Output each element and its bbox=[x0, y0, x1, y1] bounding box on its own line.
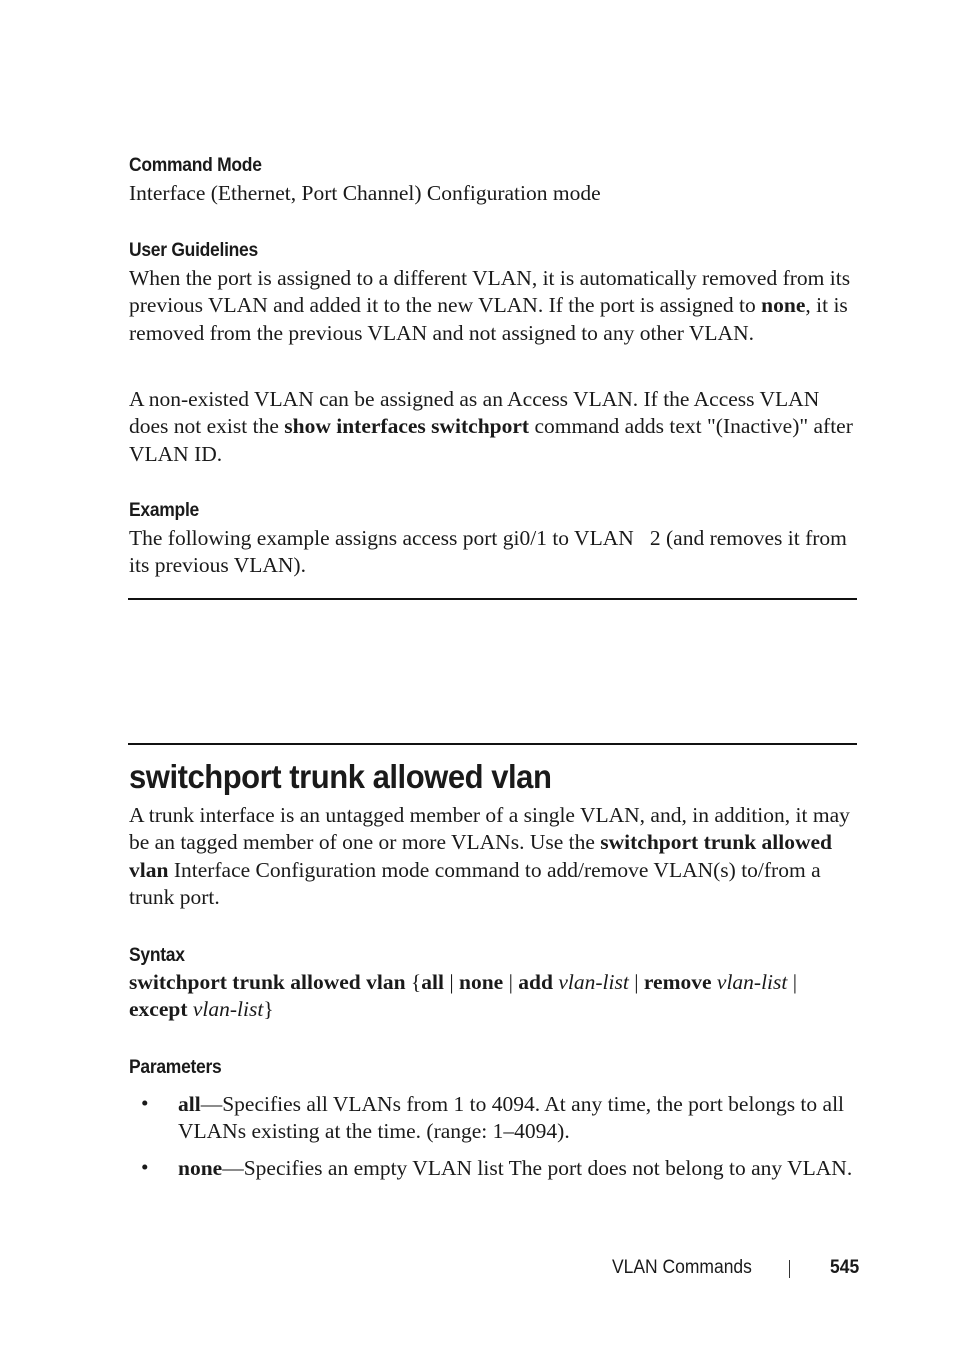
footer-separator bbox=[789, 1260, 790, 1278]
syntax-heading: Syntax bbox=[129, 945, 185, 966]
section-top-rule bbox=[128, 743, 857, 745]
user-guidelines-heading: User Guidelines bbox=[129, 240, 258, 261]
command-mode-heading: Command Mode bbox=[129, 155, 262, 176]
bullet-icon: • bbox=[141, 1155, 149, 1179]
section-title: switchport trunk allowed vlan bbox=[129, 758, 552, 795]
user-guidelines-paragraph-2: A non-existed VLAN can be assigned as an Access VLAN. If the Access VLAN does not exist the show interfaces switchport command adds text "(Inactive)" after VLAN ID. bbox=[129, 387, 853, 466]
parameters-heading: Parameters bbox=[129, 1057, 222, 1078]
footer-chapter-title: VLAN Commands bbox=[612, 1257, 752, 1278]
syntax-command: switchport trunk allowed vlan {all | none | add vlan-list | remove vlan-list | except vlan-list} bbox=[129, 970, 803, 1022]
section-intro: A trunk interface is an untagged member of a single VLAN, and, in addition, it may be an tagged member of one or more VLANs. Use the switchport trunk allowed vlan Interface Configuration mode command to add/remove VLAN(s) to/from a trunk port. bbox=[129, 803, 850, 909]
page-number: 545 bbox=[830, 1257, 860, 1278]
example-end-rule bbox=[128, 598, 857, 600]
example-text: The following example assigns access port gi0/1 to VLAN 2 (and removes it from its previous VLAN). bbox=[129, 526, 853, 578]
example-heading: Example bbox=[129, 500, 199, 521]
command-mode-text: Interface (Ethernet, Port Channel) Configuration mode bbox=[129, 181, 601, 205]
bullet-icon: • bbox=[141, 1091, 149, 1115]
parameter-item-all: all—Specifies all VLANs from 1 to 4094. At any time, the port belongs to all VLANs existing at the time. (range: 1–4094). bbox=[178, 1092, 845, 1144]
parameter-item-none: none—Specifies an empty VLAN list The port does not belong to any VLAN. bbox=[178, 1156, 853, 1180]
user-guidelines-paragraph-1: When the port is assigned to a different VLAN, it is automatically removed from its previous VLAN and added it to the new VLAN. If the port is assigned to none, it is removed from the previous VLAN and not assigned to any other VLAN. bbox=[129, 266, 851, 345]
